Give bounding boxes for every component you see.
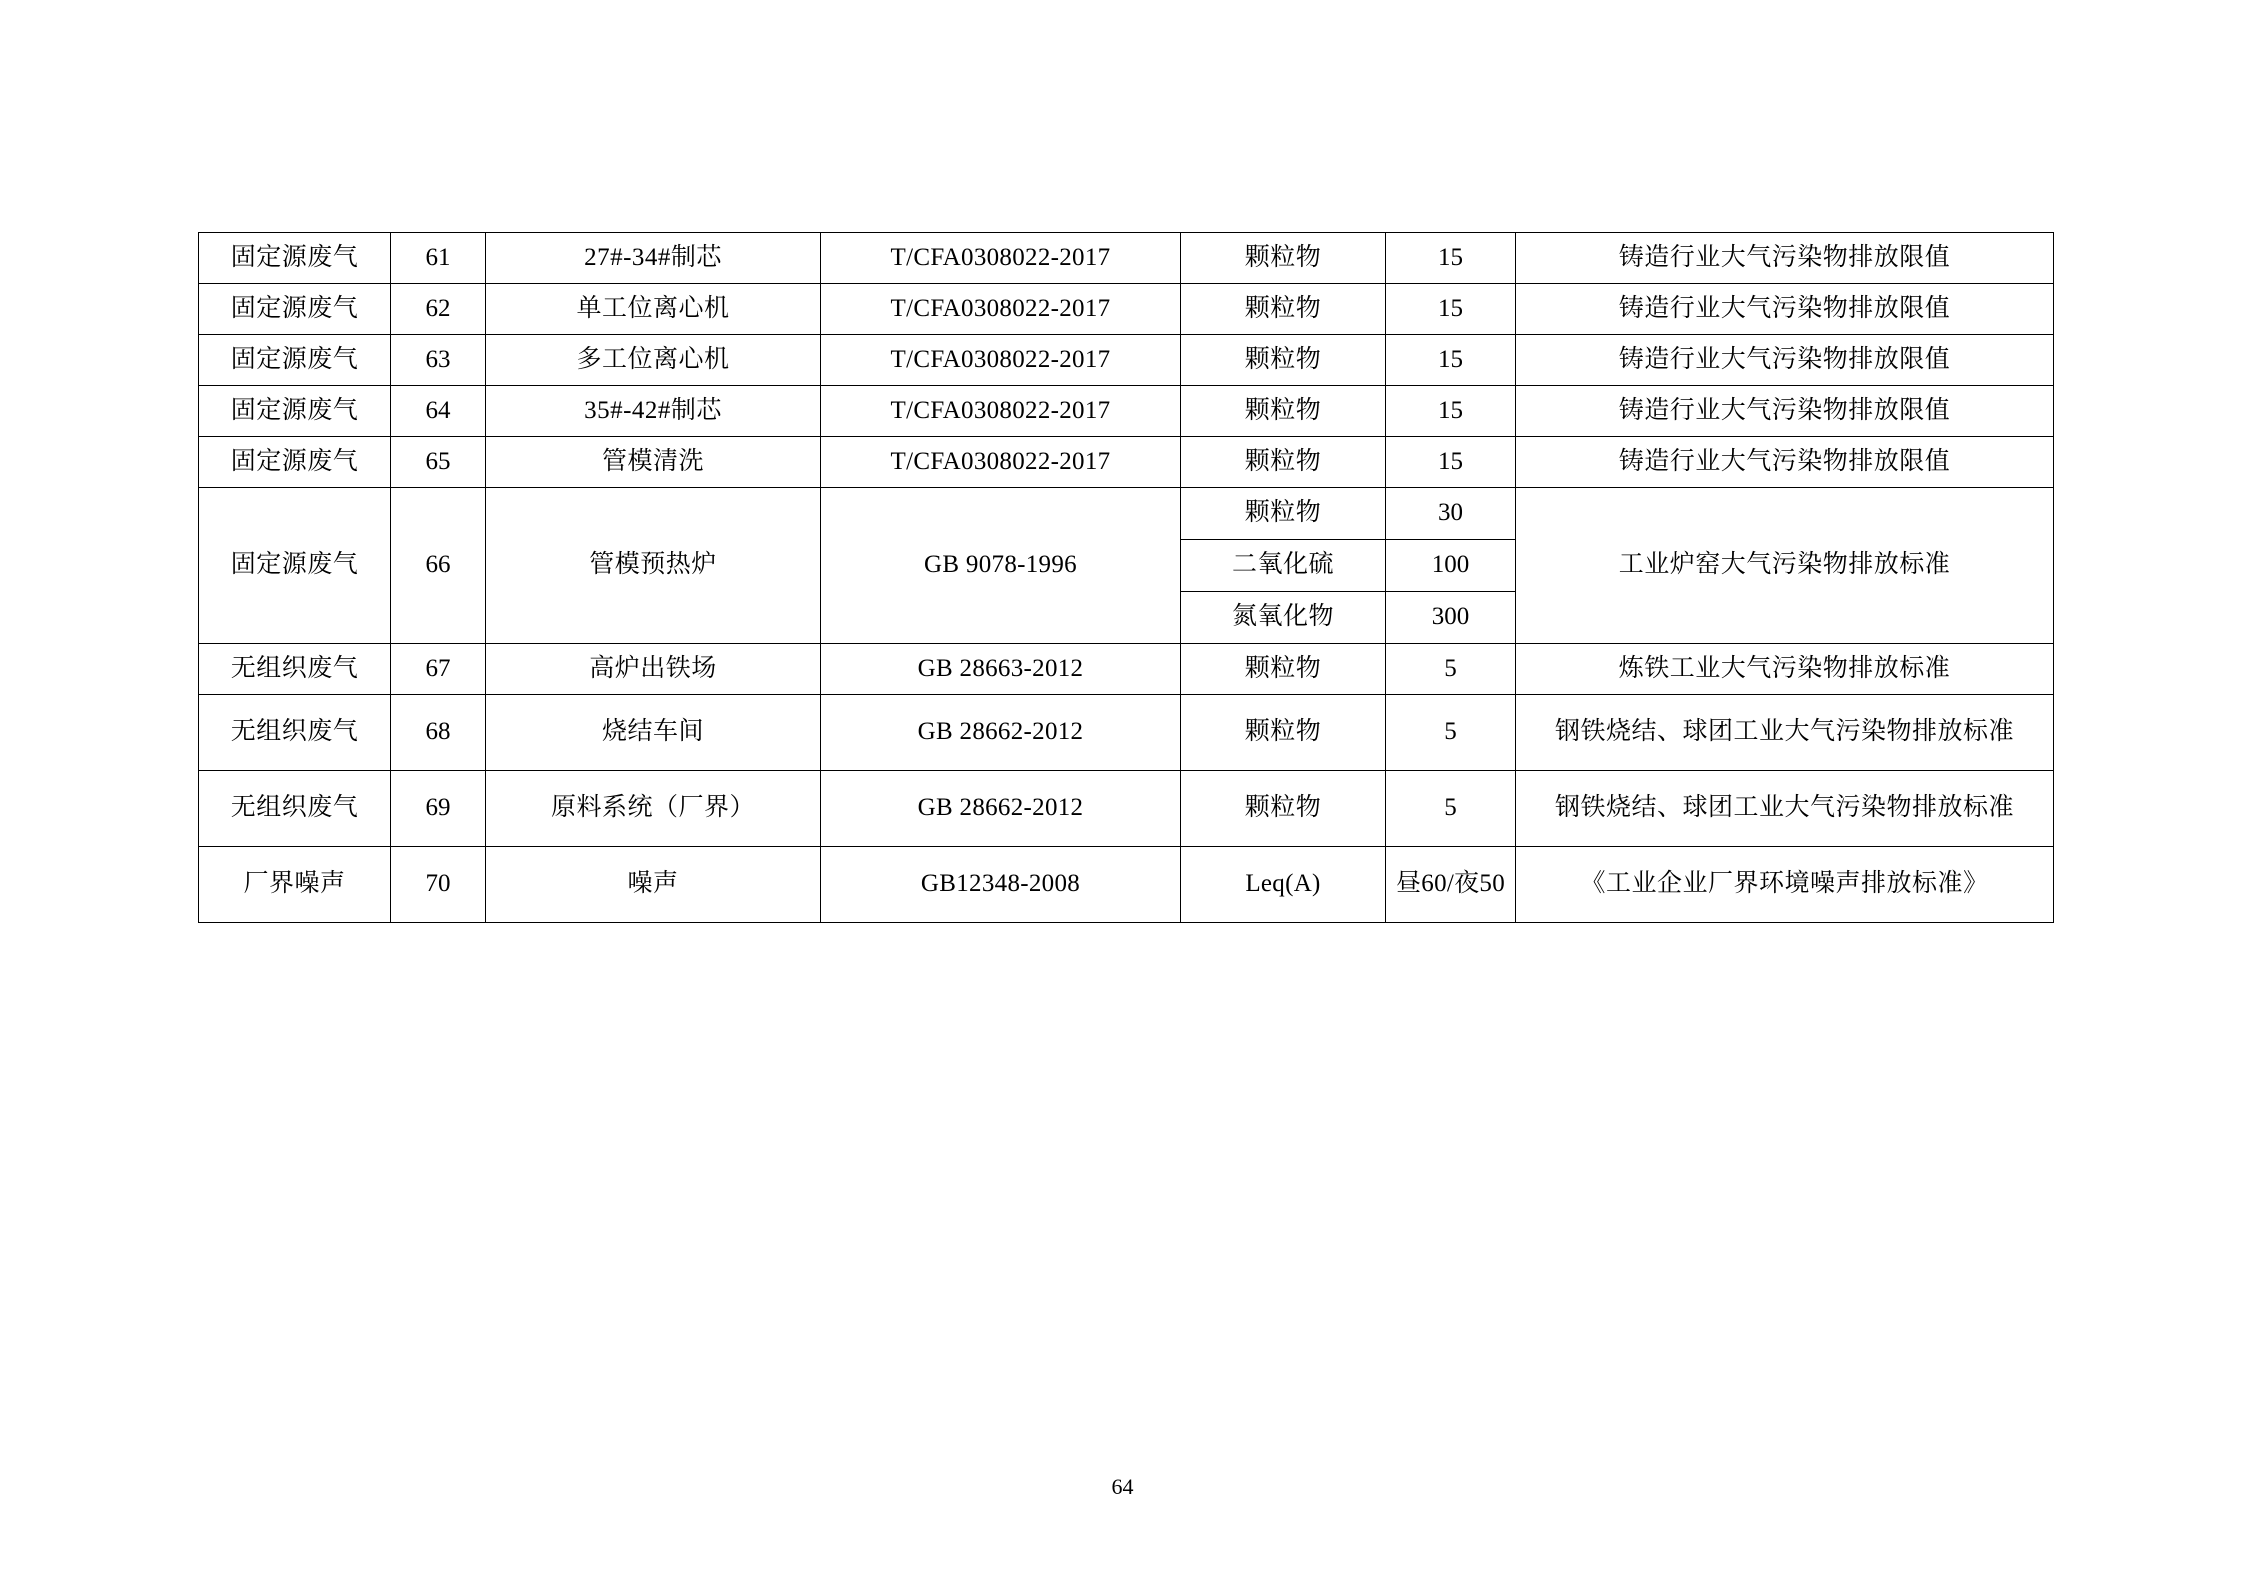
cell-standard-code: T/CFA0308022-2017 — [821, 437, 1181, 488]
cell-limit: 15 — [1386, 386, 1516, 437]
cell-standard-name: 铸造行业大气污染物排放限值 — [1516, 284, 2054, 335]
cell-pollutant: 颗粒物 — [1181, 695, 1386, 771]
cell-index: 61 — [391, 233, 486, 284]
table-row — [199, 335, 2054, 386]
cell-pollutant: 颗粒物 — [1181, 488, 1386, 540]
cell-category: 无组织废气 — [199, 771, 391, 847]
table-row — [199, 284, 2054, 335]
cell-limit: 15 — [1386, 437, 1516, 488]
cell-pollutant: 颗粒物 — [1181, 437, 1386, 488]
cell-standard-code: GB 28662-2012 — [821, 771, 1181, 847]
cell-standard-name: 铸造行业大气污染物排放限值 — [1516, 437, 2054, 488]
cell-limit: 15 — [1386, 284, 1516, 335]
cell-standard-name: 工业炉窑大气污染物排放标准 — [1516, 488, 2054, 644]
cell-limit: 昼60/夜50 — [1386, 847, 1516, 923]
cell-source: 高炉出铁场 — [486, 644, 821, 695]
cell-category: 固定源废气 — [199, 437, 391, 488]
cell-standard-name: 《工业企业厂界环境噪声排放标准》 — [1516, 847, 2054, 923]
cell-category: 无组织废气 — [199, 644, 391, 695]
cell-standard-code: GB 28663-2012 — [821, 644, 1181, 695]
cell-pollutant: 颗粒物 — [1181, 386, 1386, 437]
cell-pollutant: 二氧化硫 — [1181, 540, 1386, 592]
emission-standards-table-wrapper — [198, 232, 2053, 923]
cell-source: 27#-34#制芯 — [486, 233, 821, 284]
cell-index: 66 — [391, 488, 486, 644]
cell-limit: 5 — [1386, 644, 1516, 695]
cell-category: 固定源废气 — [199, 233, 391, 284]
cell-limit: 300 — [1386, 592, 1516, 644]
table-row — [199, 386, 2054, 437]
cell-index: 62 — [391, 284, 486, 335]
cell-category: 厂界噪声 — [199, 847, 391, 923]
cell-limit: 30 — [1386, 488, 1516, 540]
cell-source: 单工位离心机 — [486, 284, 821, 335]
table-row — [199, 695, 2054, 771]
cell-source: 烧结车间 — [486, 695, 821, 771]
cell-standard-name: 铸造行业大气污染物排放限值 — [1516, 335, 2054, 386]
cell-pollutant: 颗粒物 — [1181, 771, 1386, 847]
table-row — [199, 644, 2054, 695]
table-row — [199, 771, 2054, 847]
emission-standards-table — [198, 232, 2054, 923]
cell-source: 管模清洗 — [486, 437, 821, 488]
cell-index: 69 — [391, 771, 486, 847]
cell-pollutant: 氮氧化物 — [1181, 592, 1386, 644]
cell-category: 无组织废气 — [199, 695, 391, 771]
cell-standard-code: T/CFA0308022-2017 — [821, 335, 1181, 386]
cell-pollutant: 颗粒物 — [1181, 284, 1386, 335]
table-row — [199, 437, 2054, 488]
cell-standard-name: 铸造行业大气污染物排放限值 — [1516, 233, 2054, 284]
cell-index: 65 — [391, 437, 486, 488]
cell-limit: 100 — [1386, 540, 1516, 592]
cell-limit: 5 — [1386, 771, 1516, 847]
cell-category: 固定源废气 — [199, 386, 391, 437]
table-row — [199, 233, 2054, 284]
cell-index: 68 — [391, 695, 486, 771]
cell-limit: 15 — [1386, 233, 1516, 284]
cell-category: 固定源废气 — [199, 284, 391, 335]
cell-source: 原料系统（厂界） — [486, 771, 821, 847]
cell-standard-code: T/CFA0308022-2017 — [821, 233, 1181, 284]
cell-pollutant: Leq(A) — [1181, 847, 1386, 923]
cell-standard-name: 炼铁工业大气污染物排放标准 — [1516, 644, 2054, 695]
table-row — [199, 847, 2054, 923]
cell-category: 固定源废气 — [199, 335, 391, 386]
table-row — [199, 488, 2054, 540]
cell-pollutant: 颗粒物 — [1181, 644, 1386, 695]
cell-category: 固定源废气 — [199, 488, 391, 644]
cell-limit: 5 — [1386, 695, 1516, 771]
cell-pollutant: 颗粒物 — [1181, 335, 1386, 386]
cell-pollutant: 颗粒物 — [1181, 233, 1386, 284]
cell-index: 67 — [391, 644, 486, 695]
cell-standard-code: GB12348-2008 — [821, 847, 1181, 923]
cell-source: 管模预热炉 — [486, 488, 821, 644]
cell-source: 噪声 — [486, 847, 821, 923]
cell-index: 64 — [391, 386, 486, 437]
cell-standard-code: T/CFA0308022-2017 — [821, 386, 1181, 437]
page-number: 64 — [1111, 1474, 1134, 1499]
cell-source: 35#-42#制芯 — [486, 386, 821, 437]
cell-standard-code: GB 28662-2012 — [821, 695, 1181, 771]
cell-source: 多工位离心机 — [486, 335, 821, 386]
cell-index: 63 — [391, 335, 486, 386]
cell-limit: 15 — [1386, 335, 1516, 386]
cell-standard-name: 钢铁烧结、球团工业大气污染物排放标准 — [1516, 771, 2054, 847]
cell-standard-name: 铸造行业大气污染物排放限值 — [1516, 386, 2054, 437]
cell-standard-code: GB 9078-1996 — [821, 488, 1181, 644]
cell-standard-code: T/CFA0308022-2017 — [821, 284, 1181, 335]
cell-index: 70 — [391, 847, 486, 923]
cell-standard-name: 钢铁烧结、球团工业大气污染物排放标准 — [1516, 695, 2054, 771]
